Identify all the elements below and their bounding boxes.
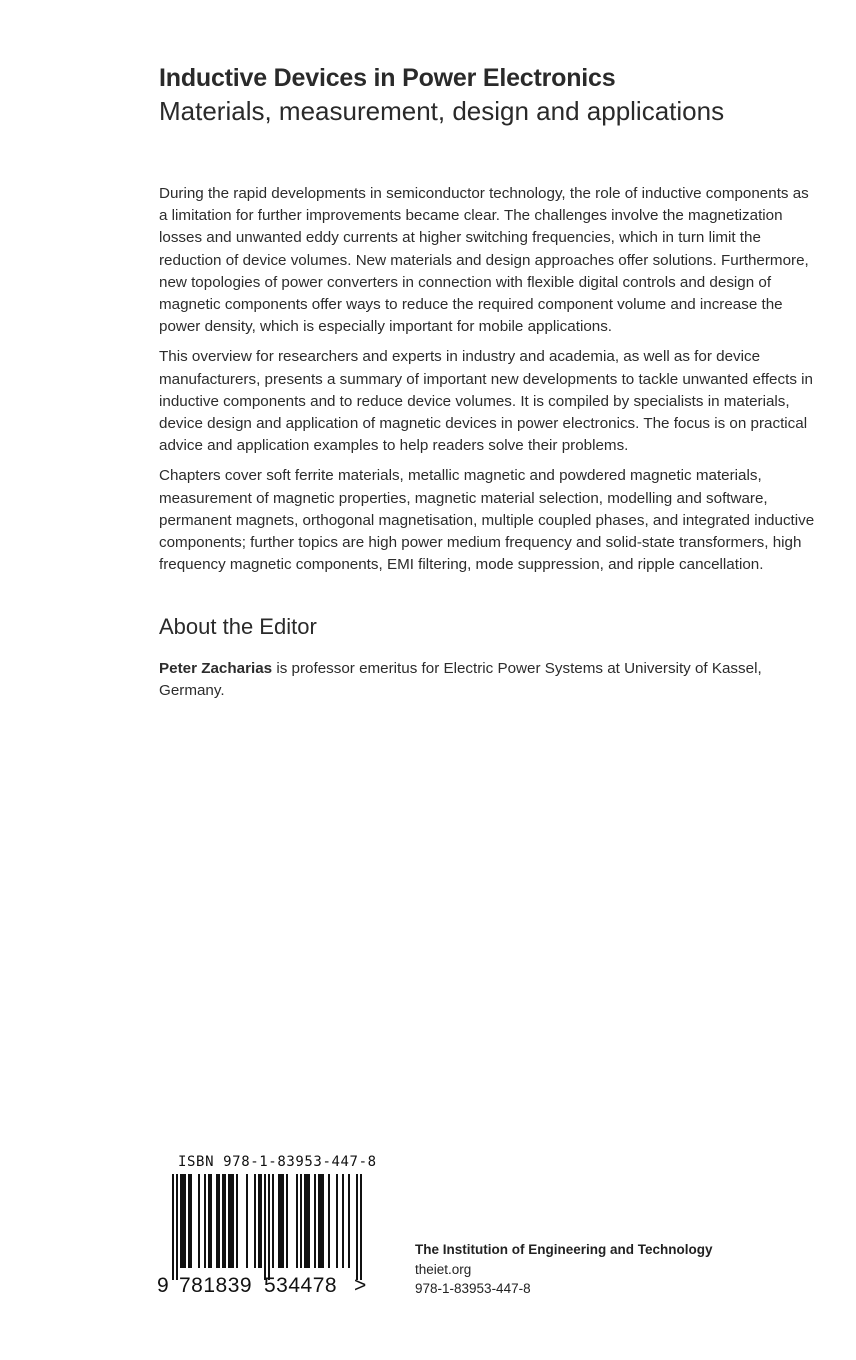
barcode-bar (328, 1174, 330, 1268)
barcode-bar (246, 1174, 248, 1268)
barcode-bar (314, 1174, 316, 1268)
barcode-bar (258, 1174, 262, 1268)
barcode-bar (342, 1174, 344, 1268)
about-editor-text (159, 658, 799, 702)
barcode-bar (254, 1174, 256, 1268)
barcode-bar (272, 1174, 274, 1268)
about-editor-heading: About the Editor (159, 614, 317, 639)
publisher-isbn: 978-1-83953-447-8 (415, 1281, 531, 1296)
isbn-barcode (172, 1174, 362, 1280)
barcode-digit-group-2: 534478 (264, 1274, 338, 1297)
editor-bio: is professor emeritus for Electric Power Systems at University of Kassel, Germany. (159, 660, 762, 700)
barcode-guard-bar (268, 1174, 270, 1280)
barcode-bar (222, 1174, 226, 1268)
blurb-paragraph-1: During the rapid developments in semiconductor technology, the role of inductive components as a limitation for further improvements became clear. The challenges involve the magnetization losses and unwanted eddy currents at higher switching frequencies, which in turn limit the reduction of device volumes. New materials and design approaches offer solutions. Furthermore, new topologies of power converters in connection with flexible digital controls and design of magnetic components offer ways to reduce the required component volume and increase the power density, which is especially important for mobile applications. (159, 185, 809, 336)
barcode-bar (228, 1174, 234, 1268)
barcode-digit-first: 9 (157, 1274, 169, 1297)
barcode-bar (318, 1174, 324, 1268)
barcode-bar (208, 1174, 212, 1268)
publisher-website: theiet.org (415, 1261, 472, 1277)
barcode-bar (286, 1174, 288, 1268)
book-title: Inductive Devices in Power Electronics (159, 64, 616, 92)
publisher-block (415, 1240, 713, 1299)
barcode-end-mark: > (354, 1274, 367, 1297)
barcode-digit-group-1: 781839 (179, 1274, 253, 1297)
barcode-bar (300, 1174, 302, 1268)
blurb (159, 183, 819, 584)
barcode-guard-bar (356, 1174, 358, 1280)
barcode-bar (304, 1174, 310, 1268)
barcode-bar (204, 1174, 206, 1268)
barcode-bar (180, 1174, 186, 1268)
book-subtitle: Materials, measurement, design and applications (159, 96, 725, 126)
blurb-paragraph-3: Chapters cover soft ferrite materials, metallic magnetic and powdered magnetic materials, measurement of magnetic properties, magnetic material selection, modelling and software, permanent magnets, orthogonal magnetisation, multiple coupled phases, and integrated inductive components; further topics are high power medium frequency and solid-state transformers, high frequency magnetic components, EMI filtering, mode suppression, and ripple cancellation. (159, 467, 815, 574)
barcode-bar (348, 1174, 350, 1268)
barcode-bar (278, 1174, 284, 1268)
barcode-bar (216, 1174, 220, 1268)
blurb-paragraph-2: This overview for researchers and experts in industry and academia, as well as for device manufacturers, presents a summary of important new developments to tackle unwanted effects in inductive components and to reduce device volumes. It is compiled by specialists in materials, device design and application of magnetic devices in power electronics. The focus is on practical advice and application examples to help readers solve their problems. (159, 348, 813, 455)
publisher-name: The Institution of Engineering and Technology (415, 1242, 713, 1257)
barcode-guard-bar (264, 1174, 266, 1280)
barcode-bar (188, 1174, 192, 1268)
barcode-guard-bar (360, 1174, 362, 1280)
editor-name: Peter Zacharias (159, 660, 273, 677)
barcode-bar (336, 1174, 338, 1268)
barcode-guard-bar (176, 1174, 178, 1280)
barcode-bar (296, 1174, 298, 1268)
barcode-bar (198, 1174, 200, 1268)
barcode-bar (236, 1174, 238, 1268)
isbn-label: ISBN 978-1-83953-447-8 (178, 1154, 377, 1170)
barcode-guard-bar (172, 1174, 174, 1280)
